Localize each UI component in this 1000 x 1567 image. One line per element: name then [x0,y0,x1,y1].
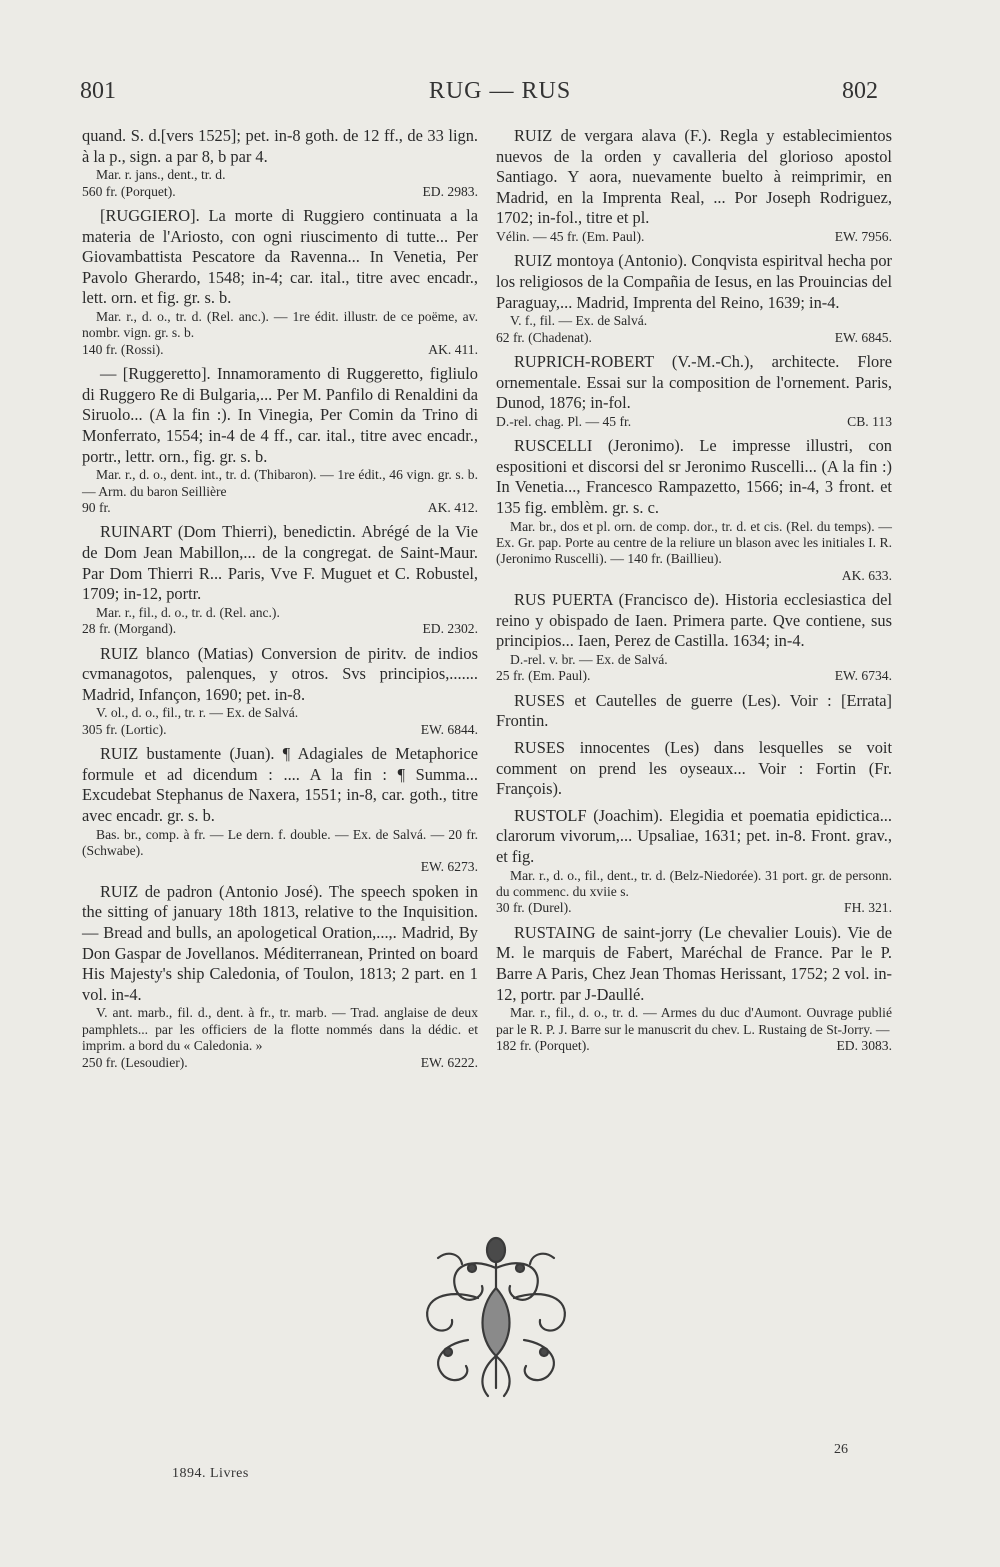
sale-reference: ED. 3083. [836,1037,892,1053]
entry-text: RUINART (Dom Thierri), benedictin. Abrégé de la Vie de Dom Jean Mabillon,... de la congregat. de Saint-Maur. Par Dom Thierri R... Paris, Vve F. Muguet et C. Robustel, 1709; in-12, portr. [82,522,478,604]
catalogue-entry [82,206,478,358]
sale-reference: EW. 7956. [834,228,892,244]
price-row [82,1055,478,1071]
price-row [496,568,892,584]
entry-note: V. ol., d. o., fil., tr. r. — Ex. de Salvá. [96,705,299,721]
sale-price: 62 fr. (Chadenat). [496,329,592,345]
sale-price: D.-rel. chag. Pl. — 45 fr. [496,413,632,429]
footer-signature: 1894. Livres [172,1466,249,1481]
entry-text: RUS PUERTA (Francisco de). Historia ecclesiastica del reino y obispado de Iaen. Primera parte. Qve contiene, sus principios... Iaen, Perez de Castilla. 1634; in-4. [496,590,892,651]
entry-text: quand. S. d.[vers 1525]; pet. in-8 goth. de 12 ff., de 33 lign. à la p., sign. a par 8, b par 4. [82,126,478,166]
catalogue-entry [496,126,892,245]
entry-note: Mar. r., fil., d. o., tr. d. (Rel. anc.). [96,604,280,620]
sale-reference: EW. 6844. [420,721,478,737]
catalogue-entry [496,251,892,346]
left-column [82,126,478,1077]
entry-text: RUSTAING de saint-jorry (Le chevalier Louis). Vie de M. le marquis de Fabert, Maréchal de France. Par le P. Barre A Paris, Chez Jean Thomas Herissant, 1752; 2 vol. in-12, portr. par J-Daullé. [496,922,892,1004]
right-column [496,126,892,1060]
catalogue-entry [496,691,892,732]
catalogue-entry [496,806,892,917]
catalogue-entry [82,644,478,739]
sale-price: 140 fr. (Rossi). [82,341,164,357]
price-row [496,900,892,916]
sale-price: 28 fr. (Morgand). [82,621,177,637]
catalogue-entry [82,126,478,200]
ornament-vignette-icon [408,1228,584,1406]
entry-note: Mar. r., d. o., fil., dent., tr. d. (Belz-Niedorée). 31 port. gr. de personn. du commenc. du xviie s. [496,867,892,899]
entry-note: D.-rel. v. br. — Ex. de Salvá. [510,651,668,667]
entry-text: RUIZ de padron (Antonio José). The speech spoken in the sitting of january 18th 1813, relative to the Inquisition. — Bread and bulls, an apologetical Oration,...,. Madrid, By Don Gaspar de Jovellanos. Méditerranean, Printed on board His Majesty's ship Caledonia, of Toulon, 1813; 2 part. en 1 vol. in-4. [82,881,478,1004]
sale-reference: EW. 6222. [420,1054,478,1070]
sale-reference: AK. 412. [427,499,478,515]
page-number-left: 801 [80,78,116,104]
entry-note: Mar. r., d. o., dent. int., tr. d. (Thibaron). — 1re édit., 46 vign. gr. s. b. — Arm. du baron Seillière [82,467,478,499]
page-number-right: 802 [842,78,878,104]
price-row [82,500,478,516]
catalogue-entry [82,744,478,876]
entry-text: RUIZ montoya (Antonio). Conqvista espiritval hecha por los religiosos de la Compañia de Iesus, en las Prouincias del Paraguay,... Madrid, Imprenta del Reino, 1639; in-4. [496,251,892,312]
price-row [496,330,892,346]
catalogue-entry [82,882,478,1071]
catalogue-entry [82,364,478,516]
price-row [82,722,478,738]
price-row [496,668,892,684]
running-title: RUG — RUS [428,78,572,104]
entry-text: RUSES innocentes (Les) dans lesquelles se voit comment on prend les oyseaux... Voir : Fortin (Fr. François). [496,737,892,799]
price-row [82,342,478,358]
price-row [496,229,892,245]
price-row [82,621,478,637]
catalogue-entry [496,590,892,685]
entry-note: Mar. br., dos et pl. orn. de comp. dor., tr. d. et cis. (Rel. du temps). — Ex. Gr. pap. Porte au centre de la reliure un blason avec les initiales I. R. (Jeronimo Ruscelli). — 140 fr. (Baillieu). [496,518,892,567]
sale-price: 305 fr. (Lortic). [82,721,167,737]
sale-reference: FH. 321. [844,900,892,916]
sale-price: 30 fr. (Durel). [496,900,572,916]
sale-price: 90 fr. [82,499,111,515]
sale-reference: AK. 633. [841,567,892,583]
entry-text: RUIZ blanco (Matias) Conversion de piritv. de indios cvmanagotos, palenques, y otros. Svs principios,....... Madrid, Infançon, 1690; pet. in-8. [82,643,478,704]
sale-price: 25 fr. (Em. Paul). [496,668,591,684]
sale-reference: ED. 2983. [422,183,478,199]
sale-reference: AK. 411. [428,341,478,357]
sale-price: Vélin. — 45 fr. (Em. Paul). [496,228,645,244]
price-row [496,1038,892,1054]
entry-text: RUIZ bustamente (Juan). ¶ Adagiales de Metaphorice formule et ad dicendum : .... A la fin : ¶ Summa... Excudebat Stephanus de Naxera, 1551; in-8, car. goth., titre avec encadr. gr. s. b. [82,744,478,825]
price-row [496,414,892,430]
entry-text: RUSCELLI (Jeronimo). Le impresse illustri, con espositioni et discorsi del sr Jeronimo Ruscelli... (A la fin :) In Venetia..., Francesco Rampazetto, 1566; in-4, 3 front. et 135 fig. emblèm. gr. s. c. [496,436,892,517]
sale-reference: CB. 113 [847,413,892,429]
entry-text: RUSTOLF (Joachim). Elegidia et poematia epidictica... clarorum vivorum,... Upsaliae, 1631; pet. in-8. Front. grav., et fig. [496,805,892,866]
sale-reference: EW. 6273. [420,859,478,875]
entry-text: RUIZ de vergara alava (F.). Regla y establecimientos nuevos de la orden y cavalleria del glorioso apostol Santiago. Y aora, nuevamente buelto à reimprimir, en Madrid, en la Imprenta Real, ... Por Joseph Rodriguez, 1702; in-fol., titre et pl. [496,126,892,228]
catalogue-entry [82,522,478,637]
price-row [82,859,478,875]
price-row [82,184,478,200]
catalogue-entry [496,436,892,584]
entry-note: V. ant. marb., fil. d., dent. à fr., tr. marb. — Trad. anglaise de deux pamphlets... par les officiers de la flotte nommés dans la dédic. et imprim. a bord du « Caledonia. » [82,1005,478,1054]
entry-text: — [Ruggeretto]. Innamoramento di Ruggeretto, figliulo di Ruggero Re di Bulgaria,... Per M. Panfilo di Renaldini da Siruolo... (A la fin :). In Vinegia, Per Comin da Trino di Monferrato, 1554; in-4 de 4 ff., car. ital., titre avec encadr., portr., lettr. orn., fig. gr. s. b. [82,364,478,466]
sale-reference: EW. 6845. [834,329,892,345]
entry-note: Mar. r., d. o., tr. d. (Rel. anc.). — 1re édit. illustr. de ce poëme, av. nombr. vign. gr. s. b. [82,308,478,341]
sale-price: 560 fr. (Porquet). [82,183,176,199]
catalogue-entry [496,923,892,1055]
sale-reference: EW. 6734. [834,668,892,684]
catalogue-entry [496,352,892,430]
entry-text: RUPRICH-ROBERT (V.-M.-Ch.), architecte. Flore ornementale. Essai sur la composition de l'ornement. Paris, Dunod, 1876; in-fol. [496,351,892,413]
entry-text: [RUGGIERO]. La morte di Ruggiero continuata a la materia de l'Ariosto, con ogni riuscimento di tutte... Per Giovambattista Pescatore da Ravenna... In Venetia, Per Pavolo Gherardo, 1548; in-4; car. ital., titre avec encadr., lett. orn. et fig. gr. s. b. [82,206,478,308]
sale-price: 250 fr. (Lesoudier). [82,1054,188,1070]
footer-sheet-number: 26 [834,1442,848,1457]
catalogue-entry [496,738,892,800]
entry-note: Mar. r. jans., dent., tr. d. [96,167,226,183]
entry-note: V. f., fil. — Ex. de Salvá. [510,313,648,329]
entry-note: Bas. br., comp. à fr. — Le dern. f. double. — Ex. de Salvá. — 20 fr. (Schwabe). [82,826,478,858]
sale-price: 182 fr. (Porquet). [496,1037,590,1053]
sale-reference: ED. 2302. [422,621,478,637]
entry-text: RUSES et Cautelles de guerre (Les). Voir : [Errata] Frontin. [496,690,892,731]
entry-note: Mar. r., fil., d. o., tr. d. — Armes du duc d'Aumont. Ouvrage publié par le R. P. J. Barre sur le manuscrit du chev. L. Rustaing de St-Jorry. — [496,1005,892,1037]
